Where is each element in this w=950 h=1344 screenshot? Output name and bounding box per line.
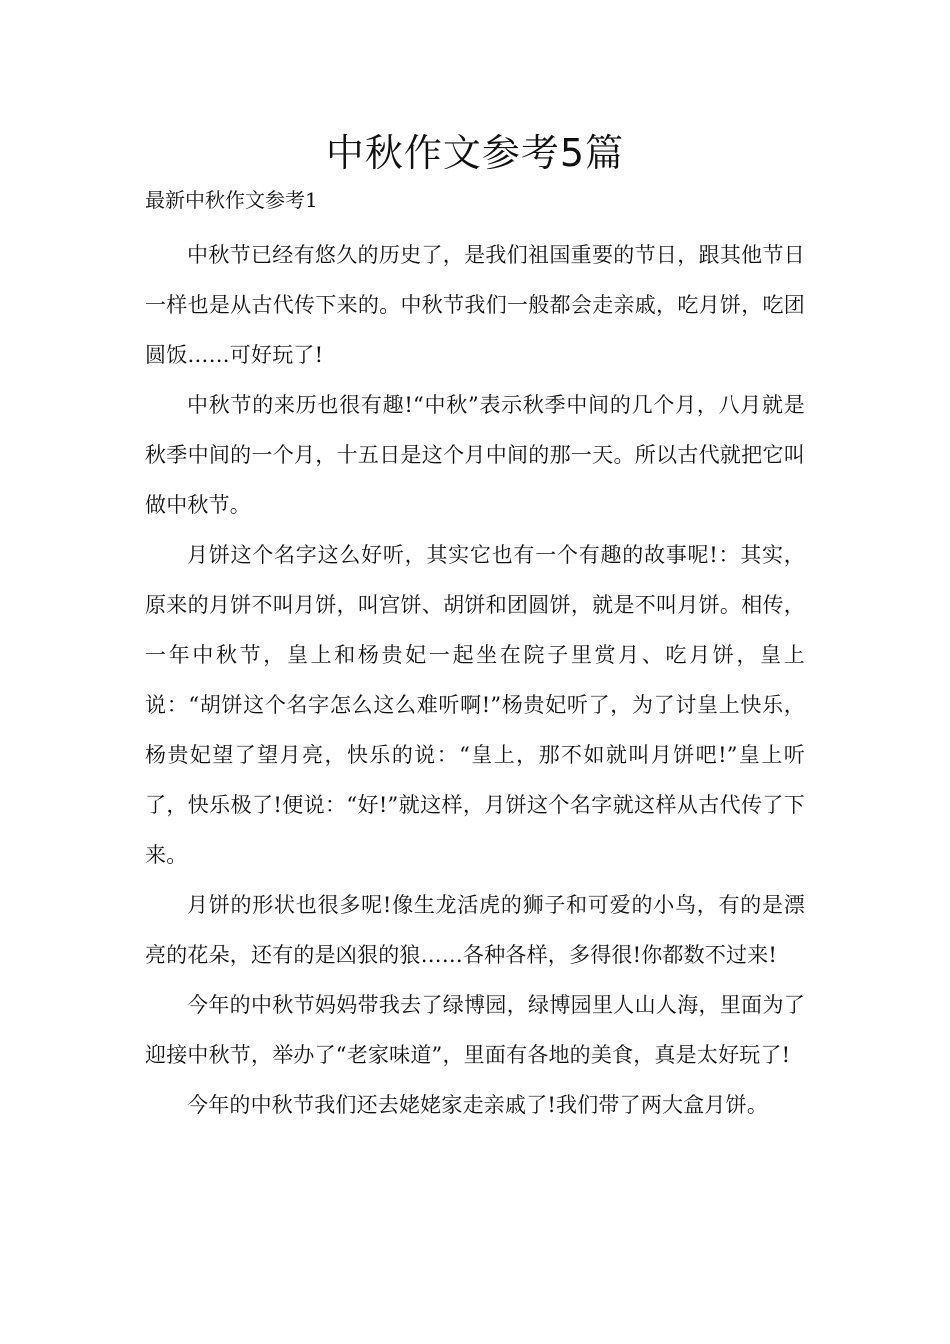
paragraph: 中秋节已经有悠久的历史了，是我们祖国重要的节日，跟其他节日一样也是从古代传下来的。中秋节我们一般都会走亲戚，吃月饼，吃团圆饭……可好玩了! [145,243,805,367]
paragraph: 月饼这个名字这么好听，其实它也有一个有趣的故事呢!：其实，原来的月饼不叫月饼，叫宫饼、胡饼和团圆饼，就是不叫月饼。相传，一年中秋节，皇上和杨贵妃一起坐在院子里赏月、吃月饼，皇上说：“胡饼这个名字怎么这么难听啊!”杨贵妃听了，为了讨皇上快乐，杨贵妃望了望月亮，快乐的说：“皇上，那不如就叫月饼吧!”皇上听了，快乐极了!便说：“好!”就这样，月饼这个名字就这样从古代传了下来。 [145,543,805,867]
paragraph: 中秋节的来历也很有趣!“中秋”表示秋季中间的几个月，八月就是秋季中间的一个月，十五日是这个月中间的那一天。所以古代就把它叫做中秋节。 [145,393,805,517]
document-title: 中秋作文参考5篇 [325,131,625,175]
essay-body [145,230,805,1130]
section-heading: 最新中秋作文参考1 [145,188,318,212]
paragraph: 今年的中秋节我们还去姥姥家走亲戚了!我们带了两大盒月饼。 [187,1093,769,1117]
paragraph: 今年的中秋节妈妈带我去了绿博园，绿博园里人山人海，里面为了迎接中秋节，举办了“老家味道”，里面有各地的美食，真是太好玩了! [145,993,805,1067]
paragraph: 月饼的形状也很多呢!像生龙活虎的狮子和可爱的小鸟，有的是漂亮的花朵，还有的是凶狠的狼……各种各样，多得很!你都数不过来! [145,893,805,967]
